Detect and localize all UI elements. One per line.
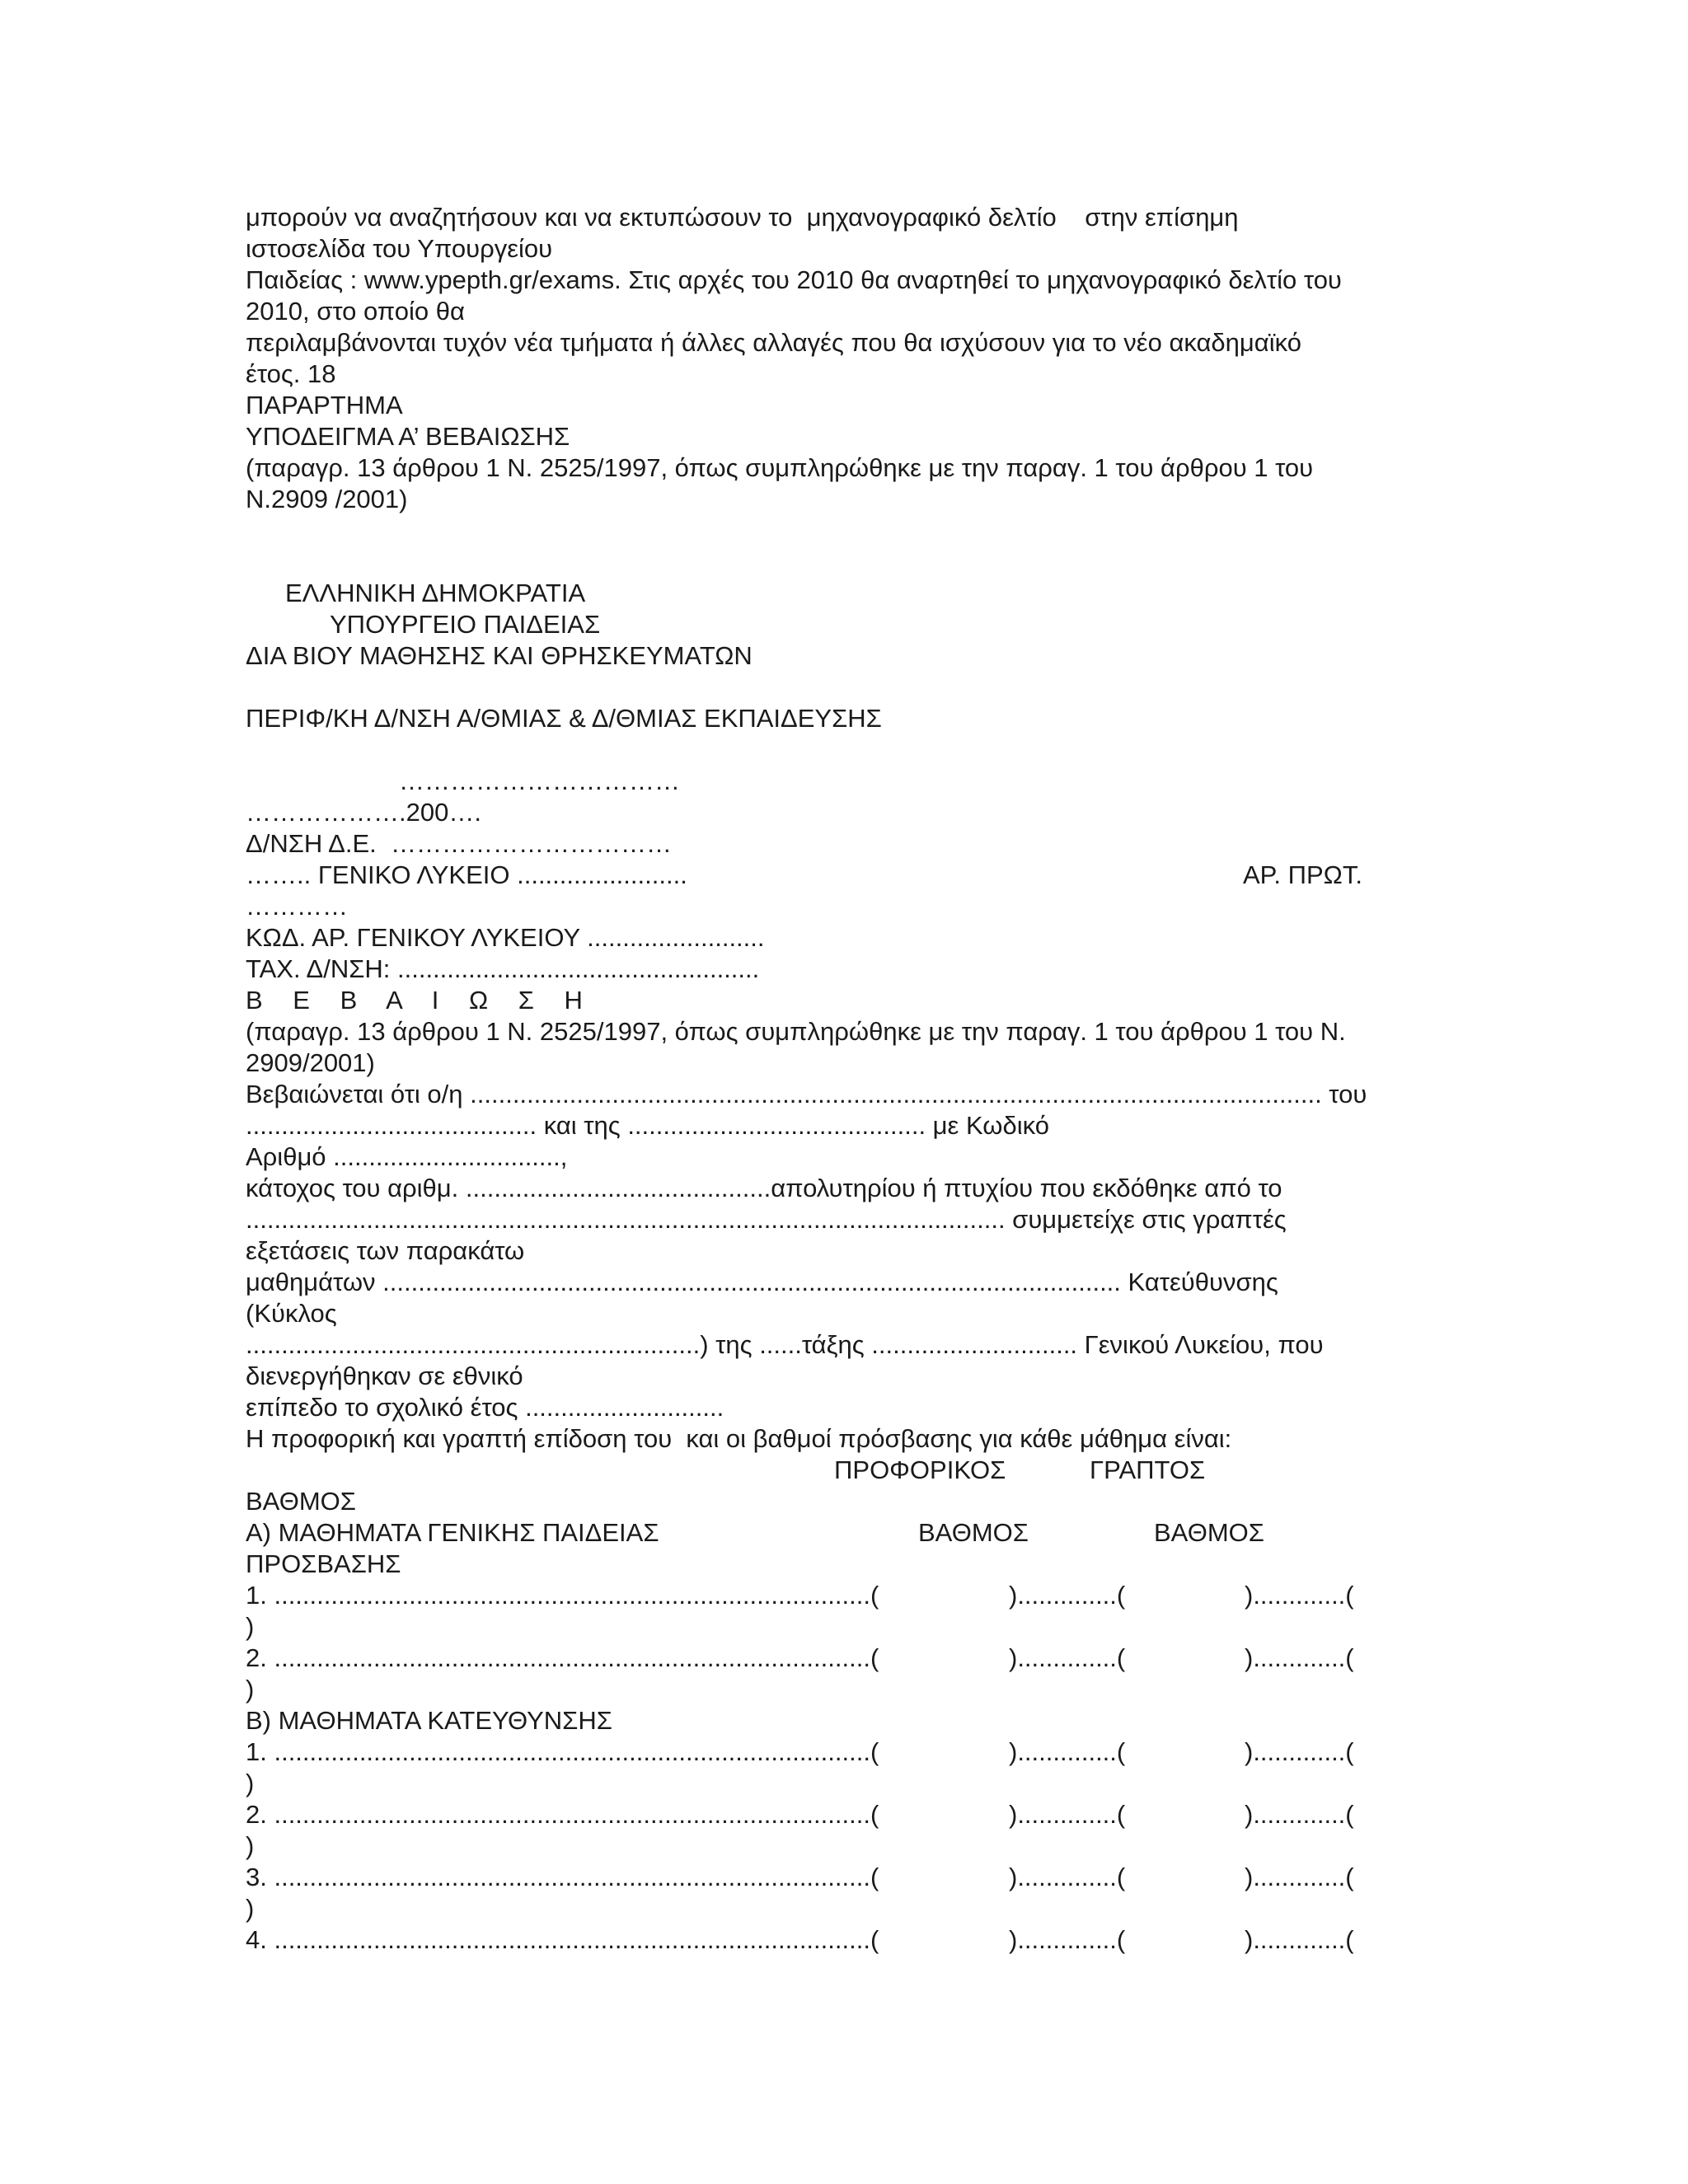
address-field: ΤΑΧ. Δ/ΝΣΗ: ...................................................	[246, 954, 760, 983]
intro-line: Παιδείας : www.ypepth.gr/exams. Στις αρχές του 2010 θα αναρτηθεί το μηχανογραφικό δελτίο του	[246, 265, 1342, 294]
school-code-field: ΚΩΔ. ΑΡ. ΓΕΝΙΚΟΥ ΛΥΚΕΙΟΥ .........................	[246, 923, 765, 952]
grade-row-close: )	[246, 1831, 255, 1860]
grade-row-oral: )..............(	[1009, 1800, 1126, 1829]
directorate-field: Δ/ΝΣΗ Δ.Ε. ……………………………	[246, 829, 672, 858]
appendix-title: ΠΑΡΑΡΤΗΜΑ	[246, 391, 403, 419]
certificate-body-line: κάτοχος του αριθμ. ...........................................απολυτηρίου ή πτυχίου που εκδόθηκε από το	[246, 1174, 1282, 1202]
certificate-body-line: ................................................................) της ......τάξης ............................. Γενικού Λυκείου, που	[246, 1330, 1324, 1359]
appendix-subtitle: ΥΠΟΔΕΙΓΜΑ Α’ ΒΕΒΑΙΩΣΗΣ	[246, 422, 570, 451]
section-a-title: Α) ΜΑΘΗΜΑΤΑ ΓΕΝΙΚΗΣ ΠΑΙΔΕΙΑΣ	[246, 1518, 659, 1547]
grade-row-written: ).............(	[1245, 1737, 1354, 1766]
certificate-body-line: (Κύκλος	[246, 1299, 337, 1328]
place-field: ……………………………	[399, 766, 680, 795]
republic-heading: ΕΛΛΗΝΙΚΗ ΔΗΜΟΚΡΑΤΙΑ	[285, 579, 586, 607]
ministry-heading: ΥΠΟΥΡΓΕΙΟ ΠΑΙΔΕΙΑΣ	[330, 610, 601, 639]
grade-row-close: )	[246, 1769, 255, 1797]
protocol-label: ΑΡ. ΠΡΩΤ.	[1243, 860, 1362, 889]
grade-row-oral: )..............(	[1009, 1581, 1126, 1610]
grade-row-written: ).............(	[1245, 1925, 1354, 1954]
grade-row-written: ).............(	[1245, 1643, 1354, 1672]
region-heading: ΠΕΡΙΦ/ΚΗ Δ/ΝΣΗ Α/ΘΜΙΑΣ & Δ/ΘΜΙΑΣ ΕΚΠΑΙΔΕΥΣΗΣ	[246, 704, 882, 733]
grade-row-close: )	[246, 1894, 255, 1923]
written-grade-header: ΒΑΘΜΟΣ	[1154, 1518, 1264, 1547]
section-b-title: Β) ΜΑΘΗΜΑΤΑ ΚΑΤΕΥΘΥΝΣΗΣ	[246, 1706, 612, 1735]
certificate-law-line: (παραγρ. 13 άρθρου 1 Ν. 2525/1997, όπως συμπληρώθηκε με την παραγ. 1 του άρθρου 1 του Ν.	[246, 1017, 1346, 1046]
appendix-law-line: Ν.2909 /2001)	[246, 485, 408, 513]
grade-row-oral: )..............(	[1009, 1863, 1126, 1891]
certificate-body-line: Αριθμό ................................,	[246, 1142, 568, 1171]
grade-row-close: )	[246, 1612, 255, 1641]
protocol-field: …………	[246, 892, 348, 921]
certificate-law-line: 2909/2001)	[246, 1048, 375, 1077]
grade-row-label: 1. ....................................................................................(	[246, 1581, 879, 1610]
certificate-body-line: ......................................... και της .......................................... με Κωδικό	[246, 1111, 1049, 1140]
certificate-body-line: διενεργήθηκαν σε εθνικό	[246, 1361, 523, 1390]
grade-column-header: ΒΑΘΜΟΣ	[246, 1487, 356, 1516]
intro-line: 2010, στο οποίο θα	[246, 297, 465, 326]
ministry-heading: ΔΙΑ ΒΙΟΥ ΜΑΘΗΣΗΣ ΚΑΙ ΘΡΗΣΚΕΥΜΑΤΩΝ	[246, 641, 753, 670]
written-column-header: ΓΡΑΠΤΟΣ	[1090, 1455, 1206, 1484]
date-field: ……………….200….	[246, 798, 481, 827]
certificate-body-line: μαθημάτων ........................................................................................................ Κατεύθυνσης	[246, 1268, 1278, 1296]
certificate-body-line: εξετάσεις των παρακάτω	[246, 1236, 525, 1265]
grade-row-oral: )..............(	[1009, 1643, 1126, 1672]
grade-row-written: ).............(	[1245, 1863, 1354, 1891]
grade-row-oral: )..............(	[1009, 1925, 1126, 1954]
certificate-body-line: ........................................................................................................... συμμετείχε στις γραπτές	[246, 1205, 1287, 1234]
grade-row-oral: )..............(	[1009, 1737, 1126, 1766]
grade-row-label: 2. ....................................................................................(	[246, 1643, 879, 1672]
intro-line: περιλαμβάνονται τυχόν νέα τμήματα ή άλλες αλλαγές που θα ισχύσουν για το νέο ακαδημαϊκό	[246, 328, 1301, 357]
grade-row-written: ).............(	[1245, 1800, 1354, 1829]
certificate-body-line: Η προφορική και γραπτή επίδοση του και οι βαθμοί πρόσβασης για κάθε μάθημα είναι:	[246, 1424, 1232, 1453]
intro-line: μπορούν να αναζητήσουν και να εκτυπώσουν το μηχανογραφικό δελτίο στην επίσημη	[246, 203, 1239, 232]
grade-row-label: 3. ....................................................................................(	[246, 1863, 879, 1891]
grade-row-label: 2. ....................................................................................(	[246, 1800, 879, 1829]
appendix-law-line: (παραγρ. 13 άρθρου 1 Ν. 2525/1997, όπως συμπληρώθηκε με την παραγ. 1 του άρθρου 1 του	[246, 453, 1314, 482]
grade-row-label: 4. ....................................................................................(	[246, 1925, 879, 1954]
oral-grade-header: ΒΑΘΜΟΣ	[918, 1518, 1029, 1547]
oral-column-header: ΠΡΟΦΟΡΙΚΟΣ	[834, 1455, 1006, 1484]
grade-row-written: ).............(	[1245, 1581, 1354, 1610]
certificate-title: Β Ε Β Α Ι Ω Σ Η	[246, 986, 594, 1015]
intro-line: ιστοσελίδα του Υπουργείου	[246, 234, 553, 263]
school-field: …….. ΓΕΝΙΚΟ ΛΥΚΕΙΟ ........................	[246, 860, 687, 889]
grade-row-label: 1. ....................................................................................(	[246, 1737, 879, 1766]
access-column-header: ΠΡΟΣΒΑΣΗΣ	[246, 1549, 401, 1578]
certificate-body-line: επίπεδο το σχολικό έτος ............................	[246, 1393, 724, 1422]
certificate-body-line: Βεβαιώνεται ότι ο/η ........................................................................................................................ του	[246, 1080, 1367, 1108]
grade-row-close: )	[246, 1675, 255, 1704]
intro-line: έτος. 18	[246, 359, 336, 388]
